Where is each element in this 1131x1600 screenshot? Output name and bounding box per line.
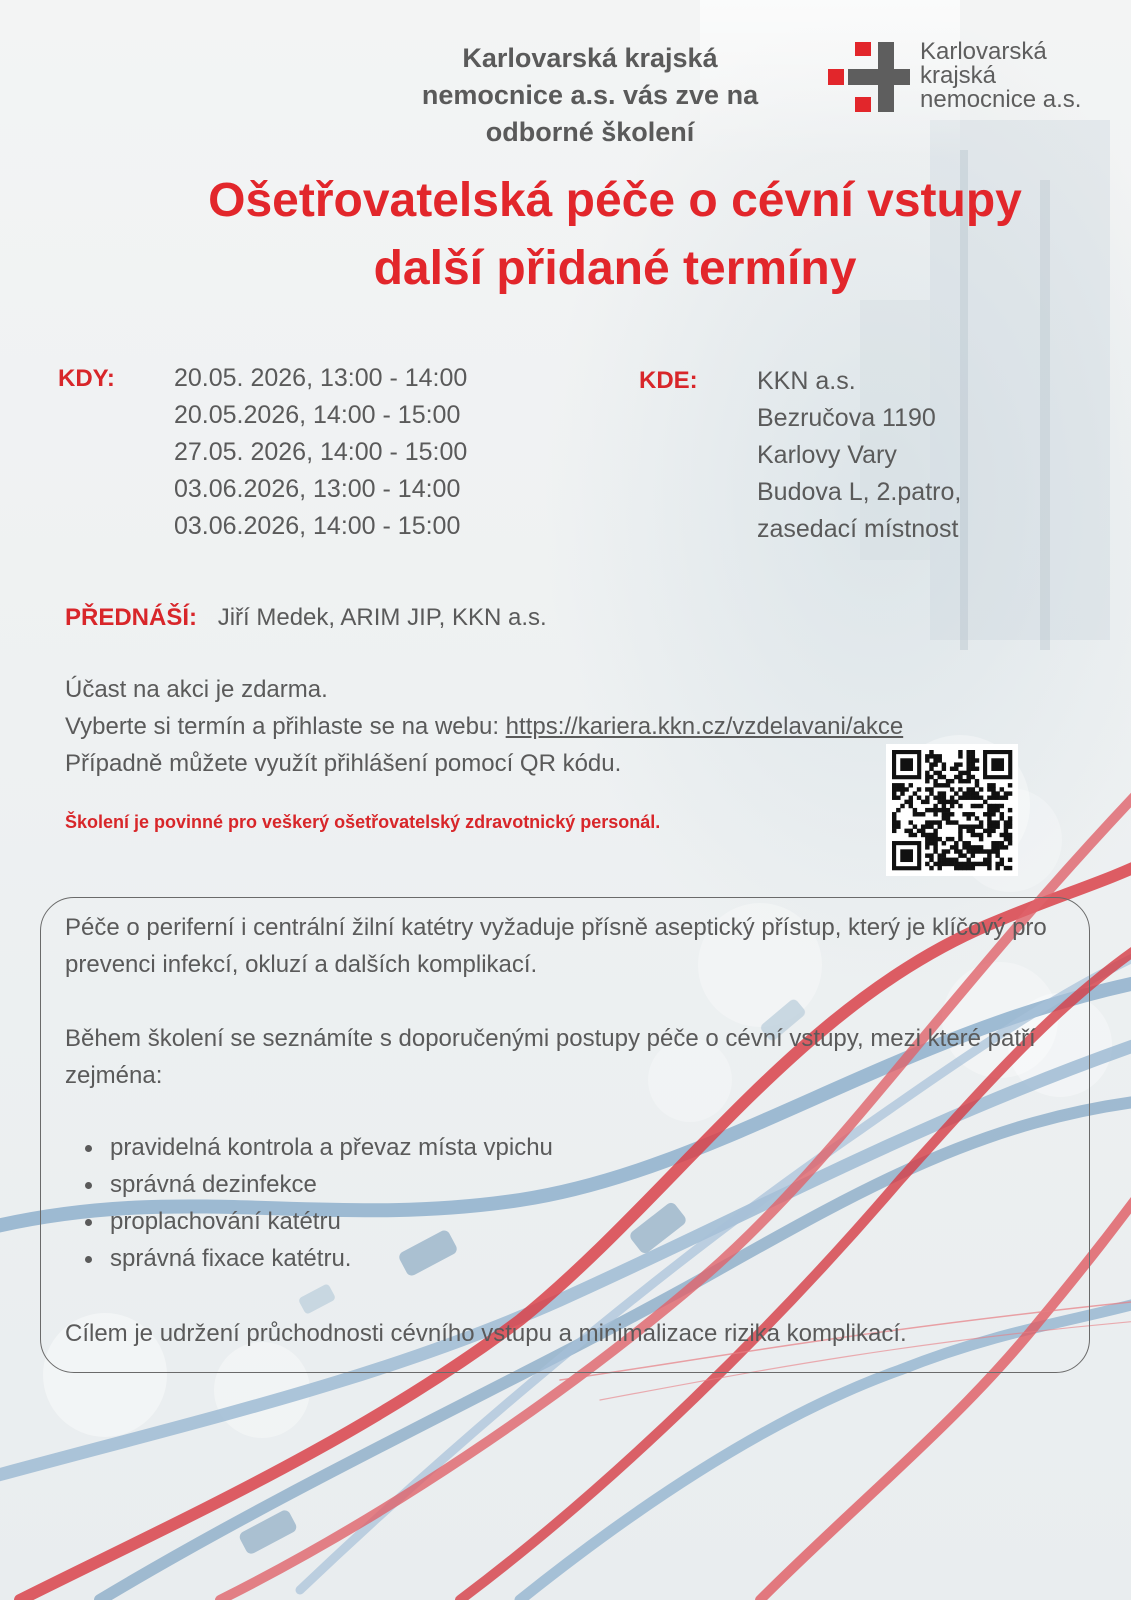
registration-link[interactable]: https://kariera.kkn.cz/vzdelavani/akce [505,713,904,740]
address-line: Karlovy Vary [757,441,897,469]
logo-line: krajská [920,62,997,89]
list-item: správná fixace katétru. [65,1240,553,1277]
care-practices-list [65,1129,553,1277]
address-line: Budova L, 2.patro, [757,478,962,506]
address-block [757,363,961,548]
date-item: 20.05.2026, 14:00 - 15:00 [174,401,461,429]
description-paragraph: Během školení se seznámíte s doporučenými postupy péče o cévní vstupy, mezi které patří zejména: [65,1025,1036,1089]
list-item: pravidelná kontrola a převaz místa vpichu [65,1129,553,1166]
hospital-logo-text [920,40,1081,112]
date-item: 27.05. 2026, 14:00 - 15:00 [174,438,468,466]
qr-code-icon [886,744,1018,876]
invitation-line: odborné školení [485,117,695,147]
conclusion-paragraph: Cílem je udržení průchodnosti cévního vstupu a minimalizace rizika komplikací. [65,1320,907,1347]
where-label: KDE: [639,367,698,394]
date-list [174,360,467,545]
invitation-heading [400,40,780,151]
lecturer-name: Jiří Medek, ARIM JIP, KKN a.s. [217,604,547,631]
hospital-logo-mark-icon [828,42,912,112]
list-item: proplachování katétru [65,1203,553,1240]
list-item: správná dezinfekce [65,1166,553,1203]
description-paragraph: Péče o periferní i centrální žilní katétry vyžaduje přísně aseptický přístup, který je klíčový pro prevenci infekcí, okluzí a dalších komplikací. [65,914,1047,978]
registration-info [65,671,903,782]
address-line: zasedací místnost [757,515,959,543]
lecturer-row [65,604,547,632]
registration-qr-code[interactable] [886,744,1018,876]
date-item: 03.06.2026, 14:00 - 15:00 [174,512,461,540]
mandatory-notice: Školení je povinné pro veškerý ošetřovatelský zdravotnický personál. [65,812,661,832]
address-line: KKN a.s. [757,367,856,395]
invitation-line: Karlovarská krajská [462,43,718,73]
registration-text: Vyberte si termín a přihlaste se na webu: [65,713,506,740]
title-line: další přidané termíny [373,242,857,295]
date-item: 03.06.2026, 13:00 - 14:00 [174,475,461,503]
when-label: KDY: [58,365,115,392]
date-item: 20.05. 2026, 13:00 - 14:00 [174,364,468,392]
qr-note-text: Případně můžete využít přihlášení pomocí QR kódu. [65,750,622,777]
title-line: Ošetřovatelská péče o cévní vstupy [208,174,1022,227]
address-line: Bezručova 1190 [757,404,936,432]
training-title [100,167,1130,303]
registration-line [65,708,903,745]
invitation-line: nemocnice a.s. vás zve na [421,80,759,110]
hospital-logo [828,38,1118,118]
logo-line: Karlovarská [920,38,1047,65]
free-entry-text: Účast na akci je zdarma. [65,676,328,703]
lecturer-label: PŘEDNÁŠÍ: [65,604,198,631]
logo-line: nemocnice a.s. [920,86,1082,113]
